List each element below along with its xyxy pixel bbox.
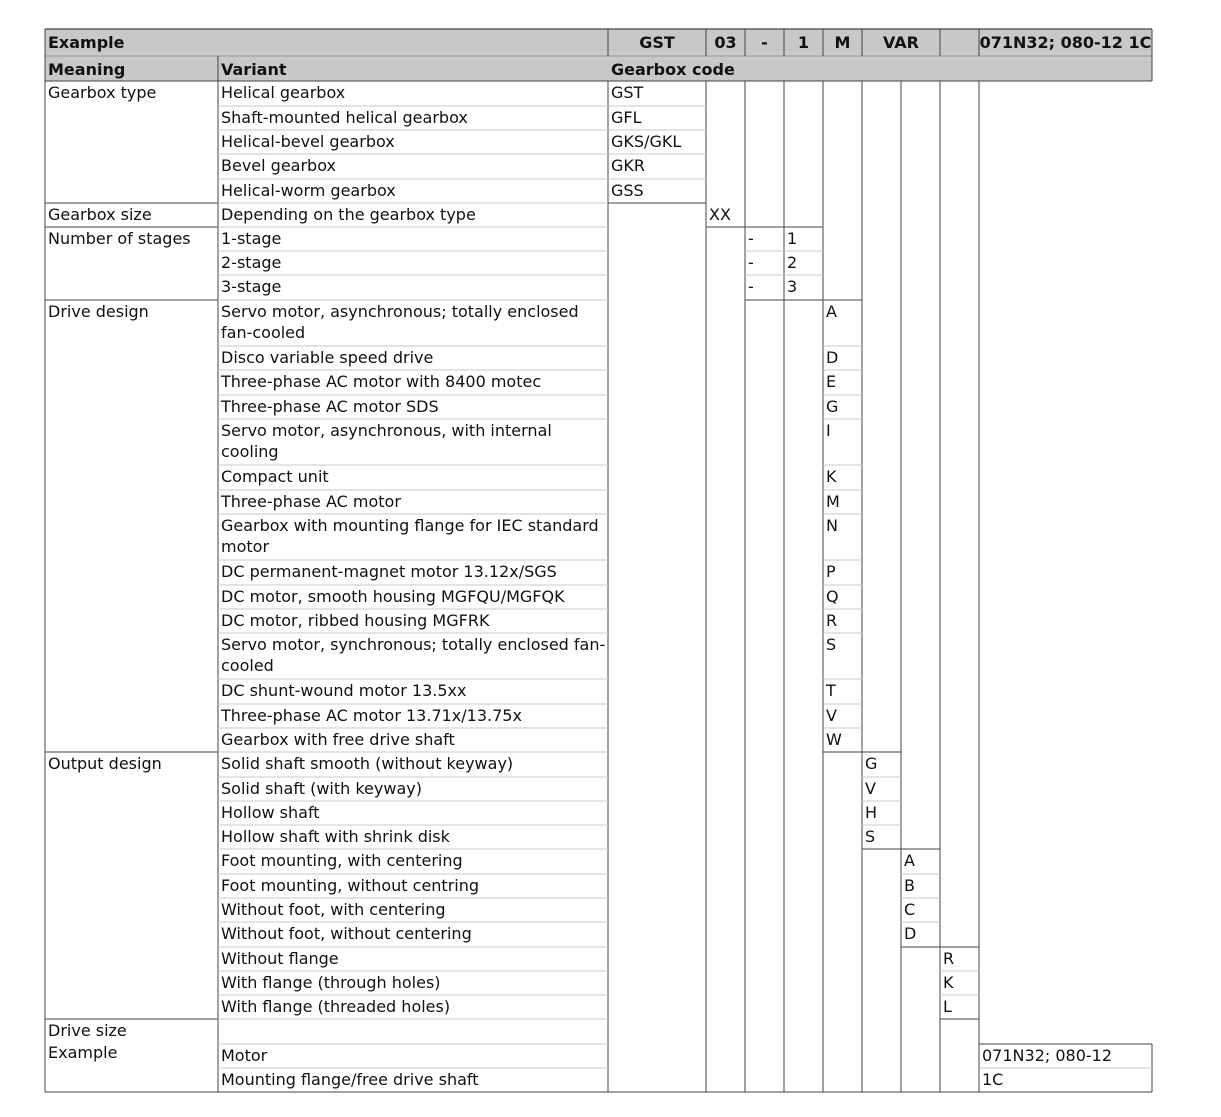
code-cell: E [826, 372, 837, 391]
variant-cell: Gearbox with mounting flange for IEC standard motor [221, 516, 599, 556]
variant-cell: Mounting flange/free drive shaft [221, 1070, 479, 1089]
variant-cell: Helical gearbox [221, 83, 346, 102]
stage-dash-cell: - [748, 277, 754, 296]
variant-cell: Three-phase AC motor [221, 492, 401, 511]
variant-cell: Three-phase AC motor SDS [221, 397, 439, 416]
variant-cell: Servo motor, asynchronous, with internal cooling [221, 421, 552, 461]
variant-cell: DC motor, smooth housing MGFQU/MGFQK [221, 587, 565, 606]
code-cell: H [865, 803, 878, 822]
variant-cell: Motor [221, 1046, 268, 1065]
variant-cell [218, 1019, 608, 1044]
code-cell: V [826, 706, 837, 725]
code-cell: 3 [787, 277, 798, 296]
code-cell: K [826, 467, 837, 486]
variant-cell: With flange (threaded holes) [221, 997, 451, 1016]
example-code-0: GST [639, 33, 675, 52]
code-cell: I [826, 421, 831, 440]
variant-cell: Compact unit [221, 467, 329, 486]
variant-cell: Shaft-mounted helical gearbox [221, 108, 468, 127]
variant-cell: Hollow shaft [221, 803, 320, 822]
code-cell: W [826, 730, 842, 749]
code-cell: XX [709, 205, 731, 224]
code-cell: K [943, 973, 954, 992]
code-cell: G [826, 397, 839, 416]
example-code-5: VAR [883, 33, 919, 52]
variant-cell: Servo motor, synchronous; totally enclosed fan-cooled [221, 635, 606, 675]
variant-cell: Foot mounting, with centering [221, 851, 463, 870]
code-cell: GKS/GKL [611, 132, 682, 151]
example-code-2: - [761, 33, 768, 52]
group-label: Output design [48, 754, 162, 773]
code-cell: A [826, 302, 837, 321]
variant-cell: Without flange [221, 949, 339, 968]
variant-cell: Bevel gearbox [221, 156, 336, 175]
variant-cell: Without foot, without centering [221, 924, 472, 943]
variant-cell: 3-stage [221, 277, 282, 296]
variant-cell: 1-stage [221, 229, 282, 248]
variant-cell: DC permanent-magnet motor 13.12x/SGS [221, 562, 557, 581]
code-cell: R [826, 611, 838, 630]
stage-dash-cell: - [748, 229, 754, 248]
group-label: Number of stages [48, 229, 191, 248]
variant-cell: Depending on the gearbox type [221, 205, 476, 224]
drive-size-example-label: Example [48, 1043, 118, 1062]
group-label: Drive design [48, 302, 149, 321]
code-cell: D [904, 924, 917, 943]
code-cell: B [904, 876, 915, 895]
code-cell: G [865, 754, 878, 773]
variant-cell: Gearbox with free drive shaft [221, 730, 455, 749]
variant-cell: Three-phase AC motor with 8400 motec [221, 372, 542, 391]
group-label: Drive size [48, 1021, 127, 1040]
group-label: Gearbox size [48, 205, 152, 224]
code-cell: T [826, 681, 836, 700]
code-cell: V [865, 779, 876, 798]
code-cell: S [826, 635, 837, 654]
variant-cell: Three-phase AC motor 13.71x/13.75x [221, 706, 522, 725]
variant-cell: With flange (through holes) [221, 973, 441, 992]
group-label: Gearbox type [48, 83, 157, 102]
variant-cell: Solid shaft smooth (without keyway) [221, 754, 514, 773]
code-cell: P [826, 562, 836, 581]
code-cell: 071N32; 080-12 [982, 1046, 1113, 1065]
code-cell: C [904, 900, 916, 919]
gearbox-code-header: Gearbox code [611, 60, 735, 79]
stage-dash-cell: - [748, 253, 754, 272]
code-cell: 1C [982, 1070, 1004, 1089]
variant-cell: Servo motor, asynchronous; totally enclosed fan-cooled [221, 302, 579, 342]
variant-cell: DC shunt-wound motor 13.5xx [221, 681, 467, 700]
example-code-1: 03 [714, 33, 737, 52]
code-cell: M [826, 492, 840, 511]
variant-cell: DC motor, ribbed housing MGFRK [221, 611, 490, 630]
code-cell: GST [611, 83, 644, 102]
code-cell: L [943, 997, 952, 1016]
variant-cell: Solid shaft (with keyway) [221, 779, 422, 798]
code-cell: S [865, 827, 876, 846]
code-cell: N [826, 516, 838, 535]
code-cell: GFL [611, 108, 642, 127]
variant-header: Variant [221, 60, 287, 79]
variant-cell: Hollow shaft with shrink disk [221, 827, 450, 846]
variant-cell: Helical-bevel gearbox [221, 132, 395, 151]
example-code-6: 071N32; 080-12 1C [979, 33, 1152, 52]
meaning-header: Meaning [48, 60, 126, 79]
example-code-3: 1 [797, 33, 810, 52]
variant-cell: Helical-worm gearbox [221, 181, 396, 200]
code-cell: GSS [611, 181, 644, 200]
variant-cell: Without foot, with centering [221, 900, 446, 919]
code-cell: Q [826, 587, 839, 606]
code-cell: D [826, 348, 839, 367]
example-label: Example [48, 33, 125, 52]
variant-cell: Foot mounting, without centring [221, 876, 480, 895]
code-cell: 2 [787, 253, 798, 272]
variant-cell: Disco variable speed drive [221, 348, 434, 367]
code-cell: A [904, 851, 915, 870]
variant-cell: 2-stage [221, 253, 282, 272]
example-code-4: M [834, 33, 851, 52]
code-cell: R [943, 949, 955, 968]
code-cell: 1 [787, 229, 798, 248]
code-cell: GKR [611, 156, 646, 175]
